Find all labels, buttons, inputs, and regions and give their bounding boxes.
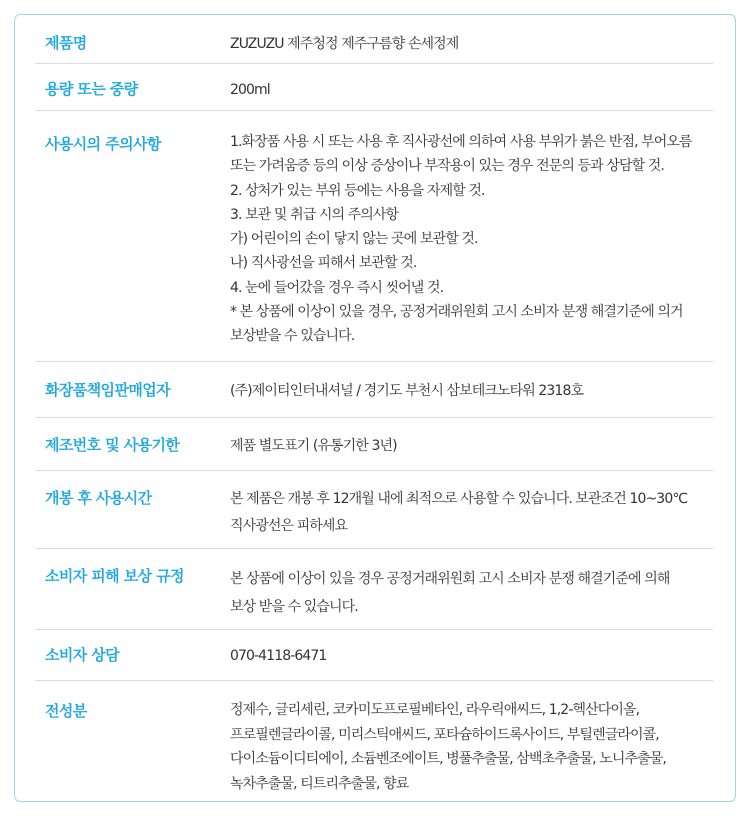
row-label: 화장품책임판매업자 bbox=[45, 381, 171, 399]
row-value: 본 상품에 이상이 있을 경우 공정거래위원회 고시 소비자 분쟁 해결기준에 의해 보상 받을 수 있습니다. bbox=[230, 571, 670, 615]
product-info-card bbox=[14, 14, 736, 802]
row-value: 정제수, 글리세린, 코카미도프로필베타인, 라우릭애씨드, 1,2-헥산다이올, 프로필렌글라이콜, 미리스틱애씨드, 포타슘하이드록사이드, 부틸렌글라이콜, 다이소듐이디티에이, 소듐벤조에이트, 병풀추출물, 삼백초추출물, 노니추출물, 녹차추출물, 티트리추출물, 향료 bbox=[230, 702, 666, 793]
row-value: ZUZUZU 제주청정 제주구름향 손세정제 bbox=[230, 36, 459, 52]
row-value: 070-4118-6471 bbox=[230, 648, 327, 664]
row-compensation-policy bbox=[35, 549, 713, 630]
row-label: 개봉 후 사용시간 bbox=[45, 489, 152, 507]
row-label: 전성분 bbox=[45, 702, 87, 720]
row-label: 소비자 상담 bbox=[45, 646, 120, 664]
row-responsible-seller bbox=[35, 362, 713, 418]
row-after-opening bbox=[35, 471, 713, 549]
row-label: 용량 또는 중량 bbox=[45, 80, 138, 98]
row-value: 1.화장품 사용 시 또는 사용 후 직사광선에 의하여 사용 부위가 붉은 반점, 부어오름 또는 가려움증 등의 이상 증상이나 부작용이 있는 경우 전문의 등과 상담할 것. 2. 상처가 있는 부위 등에는 사용을 자제할 것. 3. 보관 및 취급 시의 주의사항 가) 어린이의 손이 닿지 않는 곳에 보관할 것. 나) 직사광선을 피해서 보관할 것. 4. 눈에 들어갔을 경우 즉시 씻어낼 것. * 본 상품에 이상이 있을 경우, 공정거래위원회 고시 소비자 분쟁 해결기준에 의거 보상받을 수 있습니다. bbox=[230, 134, 692, 345]
row-ingredients bbox=[35, 681, 713, 801]
row-label: 사용시의 주의사항 bbox=[45, 135, 161, 153]
row-label: 제조번호 및 사용기한 bbox=[45, 436, 180, 454]
row-precautions bbox=[35, 111, 713, 362]
row-value: 200ml bbox=[230, 82, 270, 98]
row-volume bbox=[35, 64, 713, 111]
row-product-name bbox=[35, 15, 713, 64]
row-label: 소비자 피해 보상 규정 bbox=[45, 567, 184, 585]
row-value: 제품 별도표기 (유통기한 3년) bbox=[230, 438, 397, 454]
row-lot-expiry bbox=[35, 418, 713, 471]
row-label: 제품명 bbox=[45, 34, 87, 52]
row-value: 본 제품은 개봉 후 12개월 내에 최적으로 사용할 수 있습니다. 보관조건 10~30℃ 직사광선은 피하세요 bbox=[230, 491, 688, 534]
row-customer-service bbox=[35, 630, 713, 681]
row-value: (주)제이티인터내셔널 / 경기도 부천시 삼보테크노타워 2318호 bbox=[230, 383, 584, 399]
